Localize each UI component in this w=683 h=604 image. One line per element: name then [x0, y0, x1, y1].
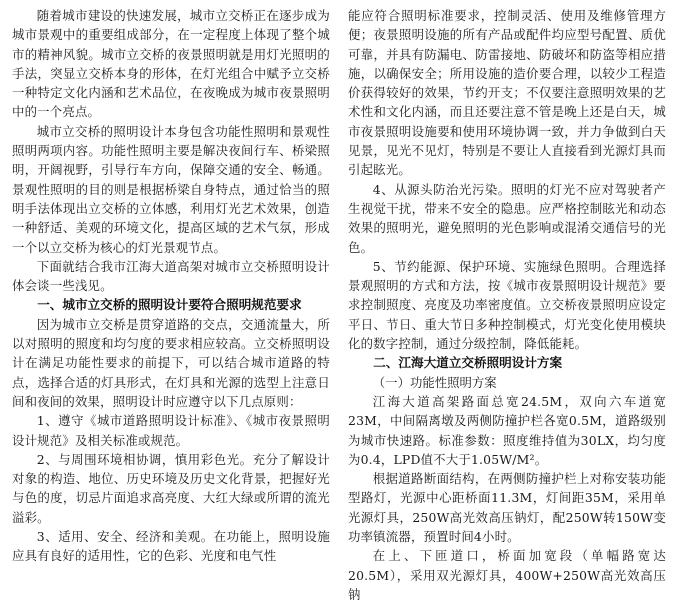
- subsection-heading: （一）功能性照明方案: [372, 374, 497, 390]
- paragraph-design-content: 城市立交桥的照明设计本身包含功能性照明和景观性照明两项内容。功能性照明主要是解决夜间行车、桥梁照明，开阔视野，引导行车方向，保障交通的安全、畅通。景观性照明的目的则是根据桥梁自身特点，通过恰当的照明手法体现出立交桥的立体感，利用灯光艺术效果，创造一种舒适、美观的环境文化，提高区域的艺术气氛，形成一个以立交桥为核心的灯光景观节点。: [12, 123, 330, 255]
- left-column: [12, 6, 330, 566]
- principle-item-4: 4、从源头防治光污染。照明的灯光不应对驾驶者产生视觉干扰，带来不安全的隐患。应严格控制眩光和动态效果的照明光，避免照明的光色影响或混淆交通信号的光色。: [348, 181, 666, 255]
- principle-item-1: 1、遵守《城市道路照明设计标准》、《城市夜景照明设计规范》及相关标准或规范。: [12, 413, 330, 448]
- paragraph-road-spec: 江海大道高架路面总宽24.5M，双向六车道宽23M，中间隔离墩及两侧防撞护栏各宽0.5M，道路级别为城市快速路。标准参数：照度维持值为30LX，均匀度为0.4，LPD值不大于1.05W/M²。: [348, 393, 666, 467]
- paragraph-ramp-lighting: 在上、下匝道口，桥面加宽段（单幅路宽达20.5M），采用双光源灯具，400W+250W高光效高压钠: [348, 548, 666, 602]
- paragraph-intro: 随着城市建设的快速发展，城市立交桥正在逐步成为城市景观中的重要组成部分，在一定程度上体现了整个城市的精神风貌。城市立交桥的夜景照明就是用灯光照明的手法，突显立交桥本身的形体，在灯光组合中赋予立交桥一种特定文化内涵和艺术品位，在夜晚成为城市夜景照明中的一个亮点。: [12, 8, 330, 120]
- principle-item-2: 2、与周围环境相协调，慎用彩色光。充分了解设计对象的构造、地位、历史环境及历史文化背景，把握好光与色的度，切忌片面追求高亮度、大红大绿或所谓的流光溢彩。: [12, 451, 330, 525]
- paragraph-lamp-layout: 根据道路断面结构，在两侧防撞护栏上对称安装功能型路灯，光源中心距桥面11.3M，灯间距35M，采用单光源灯具，250W高光效高压钠灯，配250W转150W变功率镇流器，预置时间4小时。: [348, 471, 666, 545]
- principle-item-5: 5、节约能源、保护环境、实施绿色照明。合理选择景观照明的方式和方法，按《城市夜景照明设计规范》要求控制照度、亮度及功率密度值。立交桥夜景照明应设定平日、节日、重大节日多种控制模式，灯光变化使用模块化的数字控制，通过分级控制，降低能耗。: [348, 258, 666, 352]
- paragraph-overview: 下面就结合我市江海大道高架对城市立交桥照明设计体会谈一些浅见。: [12, 258, 330, 294]
- principle-item-3: 3、适用、安全、经济和美观。在功能上，照明设施应具有良好的适用性，它的色彩、光度和电气性: [12, 529, 330, 564]
- section-heading-2: 二、江海大道立交桥照明设计方案: [373, 355, 563, 371]
- paragraph-continued: 能应符合照明标准要求，控制灵活、使用及维修管理方便；夜景照明设施的所有产品或配件均应型号配置、质优可靠，并具有防漏电、防雷接地、防破坏和防盗等相应措施，以确保安全；所用设施的造价要合理，以较少工程造价获得较好的效果，节约开支；不仅要注意照明效果的艺术性和文化内涵，而且还要注意不管是晚上还是白天，城市夜景照明设施要和使用环境协调一致，并力争做到白天见景，见光不见灯，特别是不要让人直接看到光源灯具而引起眩光。: [348, 8, 666, 178]
- section-heading-1: 一、城市立交桥的照明设计要符合照明规范要求: [37, 297, 302, 313]
- right-column: [348, 6, 666, 604]
- paragraph-principles: 因为城市立交桥是贯穿道路的交点，交通流量大，所以对照明的照度和均匀度的要求相应较高。立交桥照明设计在满足功能性要求的前提下，可以结合城市道路的特点，选择合适的灯具形式，在灯具和光源的选型上注意日间和夜间的效果，照明设计时应遵守以下几点原则：: [12, 316, 330, 409]
